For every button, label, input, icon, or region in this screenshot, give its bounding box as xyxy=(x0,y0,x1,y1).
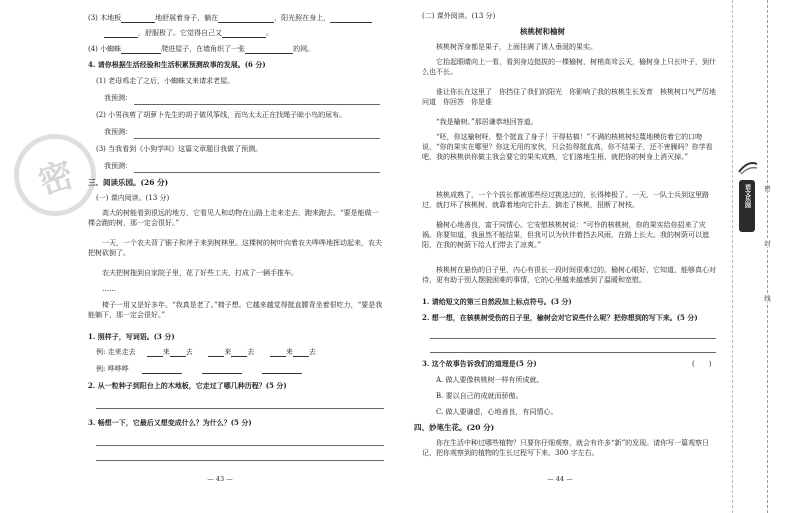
passage-para-4: 椅子一用又是好多年。“我真是老了。”椅子想。它越来越觉得挺直腰背坐着很吃力，“要是我能躺下，那一定会很好。” xyxy=(88,301,383,320)
story-para-4: “我是榆树。”那居谦恭地回答道。 xyxy=(436,118,538,126)
blank[interactable] xyxy=(121,14,155,23)
story-para-6: 核桃成熟了，一个个拔长都被那些经过挑选过的，长得棒极了。一天，一队士兵到这里路过，就打坏了核桃树，就靠着地向它扑去，摘走了核桃，扭断了树枝。 xyxy=(422,191,709,210)
q3-line2-text: ，舒服极了。它觉得自己又 xyxy=(138,29,222,37)
blank[interactable] xyxy=(262,365,302,374)
q3-prefix: (3) 木地板 xyxy=(88,14,122,22)
swoosh-icon xyxy=(737,158,759,176)
example-2-label: 例: 哗哗哗 xyxy=(96,365,129,373)
answer-line[interactable] xyxy=(134,138,380,139)
q4-prefix: (4) 小蜘蛛 xyxy=(88,45,122,53)
blank[interactable] xyxy=(245,45,293,54)
seal-char-1: 密 xyxy=(763,185,771,192)
cut-line xyxy=(767,0,768,513)
blank[interactable] xyxy=(218,14,274,23)
story-q1: 1. 请给短文的第三自然段加上标点符号。(3 分) xyxy=(422,297,572,306)
story-para-3: 谁让你长在这里了 你挡住了我们的阳光 你影响了我的核桃生长发育 核桃树口气严厉地问道 你回答 你是谁 xyxy=(422,88,716,107)
answer-line[interactable] xyxy=(430,352,716,353)
read-q1-title: 1. 照样子，写词语。(3 分) xyxy=(88,332,175,341)
word-qu: 去 xyxy=(185,348,193,356)
binding-rail xyxy=(732,0,800,513)
q3-line1 xyxy=(88,13,372,23)
right-page xyxy=(400,0,732,513)
seal-char-2: 封 xyxy=(763,240,771,247)
answer-line[interactable] xyxy=(430,338,716,339)
blank[interactable] xyxy=(270,348,286,357)
predict-2-text: (2) 小男孩剪了胡萝卜先生的胡子做风筝线，而鸟太太正在找绳子晾小鸟的尿布。 xyxy=(96,111,347,119)
read-q3-title: 3. 畅想一下，它最后又想变成什么？为什么？(5 分) xyxy=(88,418,252,427)
blank[interactable] xyxy=(293,348,309,357)
story-q3: 3. 这个故事告诉我们的道理是(5 分) xyxy=(422,359,537,368)
question-4-title: 4. 请你根据生活经验和生活积累预测故事的发展。(6 分) xyxy=(88,60,266,69)
word-lai: 来 xyxy=(162,348,170,356)
brand-logo xyxy=(739,180,755,232)
stamp-char: 密 xyxy=(33,154,79,203)
blank[interactable] xyxy=(222,29,266,38)
answer-line[interactable] xyxy=(134,172,380,173)
section-3-title: 三、阅读乐园。(26 分) xyxy=(88,178,169,187)
story-para-7: 榆树心地善良，富于同情心。它安慰核桃树说：“可怜的核桃树，你的果实给你招来了灾祸。你要知道，我虽然不能结果，但我可以为伙伴着挡去风雨，在路上长大。我的树荫可以遮阳，在我的树荫下给人们带去了凉爽。” xyxy=(422,221,709,250)
blank[interactable] xyxy=(142,365,182,374)
answer-line[interactable] xyxy=(96,408,384,409)
passage-para-3: 农夫把树拖到自家院子里，花了好些工夫，打成了一辆手推车。 xyxy=(102,269,298,277)
blank[interactable] xyxy=(330,14,372,23)
story-para-5: “呸，你这榆树呀，整个挺直了身子！干得枯槁！”不满的核桃树轻蔑地模仿着它的口吻说，“你的果实在哪里？你这无用的家伙，只会抬得挺直高，你不结果子，还不害臊吗？你学看吧，我的核桃供你做主我会要它的果实成熟，它们落地生根，就把你的树身上消灭掉。” xyxy=(422,133,713,162)
blank[interactable] xyxy=(202,365,242,374)
predict-2-label: 我预测： xyxy=(104,128,132,136)
word-example-row-2 xyxy=(96,364,302,374)
option-c[interactable]: C. 做人要谦虚，心地善良，有同情心。 xyxy=(436,408,558,416)
sub-2-title: (二) 课外阅读。(13 分) xyxy=(422,12,496,20)
sub-1-title: (一) 课内阅读。(13 分) xyxy=(96,194,170,202)
blank[interactable] xyxy=(170,348,186,357)
story-title: 核桃树和榆树 xyxy=(520,27,565,36)
page-number: — 44 — xyxy=(547,475,573,483)
story-para-2: 它抬起眼睛向上一看，看到身边挺拔的一棵榆树，树梢高耸云天，榆树身上只长叶子，到什么也不长。 xyxy=(422,58,716,77)
option-a[interactable]: A. 做人要像核桃树一样有所成就。 xyxy=(436,376,544,384)
blank[interactable] xyxy=(208,348,224,357)
q4-line xyxy=(88,44,314,54)
answer-line[interactable] xyxy=(96,460,384,461)
word-qu: 去 xyxy=(247,348,255,356)
answer-line[interactable] xyxy=(96,445,384,446)
q3-line2 xyxy=(104,28,273,38)
passage-para-2: 一天，一个农夫背了锯子和斧子来到树林里。这棵树的树叶向着农夫哗哗地挥动起来，农夫把树砍倒了。 xyxy=(88,239,382,258)
q3-mid1: 地舒展着身子，躺在 xyxy=(155,14,219,22)
blank[interactable] xyxy=(147,348,163,357)
predict-1-text: (1) 老母鸡走了之后，小蜘蛛又来请求老屋。 xyxy=(96,77,235,85)
blank[interactable] xyxy=(231,348,247,357)
passage-ellipsis: …… xyxy=(102,285,116,293)
story-para-1: 核桃树浑身都是果子，上面挂满了诱人垂涎的果实。 xyxy=(436,43,597,51)
word-lai: 来 xyxy=(224,348,232,356)
option-b[interactable]: B. 要以自己的成就而骄傲。 xyxy=(436,392,523,400)
read-q2-title: 2. 从一粒种子到阳台上的木地板，它走过了哪几种历程？(5 分) xyxy=(88,381,287,390)
blank[interactable] xyxy=(121,45,161,54)
q3-mid2: ，阳光照在身上， xyxy=(274,14,331,22)
word-example-row xyxy=(96,347,316,357)
confidential-stamp xyxy=(14,134,96,216)
section-4-title: 四、妙笔生花。(20 分) xyxy=(414,423,495,432)
example-label: 例: 走来走去 xyxy=(96,348,136,356)
story-para-8: 核桃树在悬伤的日子里，内心有很长一段时间很难过的。榆树心眼好，它知道，能够真心对待，更有助于别人摆脱困难的事情，它的心里越来越感到了温暖和宽慰。 xyxy=(422,266,716,285)
q4-mid: 爬进屋子，在墙角织了一张 xyxy=(161,45,246,53)
story-q2: 2. 想一想，在核桃树受伤的日子里，榆树会对它说些什么呢？把你想到的写下来。(5 分) xyxy=(422,313,698,322)
page-number: — 43 — xyxy=(207,475,233,483)
blank[interactable] xyxy=(104,29,138,38)
q4-end: 的网。 xyxy=(293,45,315,53)
predict-3-label: 我预测： xyxy=(104,162,132,170)
q3-end: 。 xyxy=(266,29,273,37)
seal-char-3: 线 xyxy=(763,295,771,302)
predict-3-text: (3) 当我看到《小狗学叫》这篇文章题目我做了预测。 xyxy=(96,145,263,153)
answer-paren[interactable]: ( ) xyxy=(692,360,712,368)
word-qu: 去 xyxy=(308,348,316,356)
answer-line[interactable] xyxy=(134,104,380,105)
word-lai: 来 xyxy=(285,348,293,356)
predict-1-label: 我预测： xyxy=(104,94,132,102)
passage-para-1: 高大的树能看到很远的地方，它看见人和动物在山路上走来走去，跑来跑去。“要是能做一棵会跑的树，那一定会很好。” xyxy=(88,209,379,228)
brand-text: 语文乐园 xyxy=(743,184,751,208)
composition-prompt: 你在生活中种过哪些植物？只要你仔细观察，就会有许多“新”的发现。请你写一篇观察日记，把你观察到的植物的生长过程写下来。300 字左右。 xyxy=(422,439,710,458)
